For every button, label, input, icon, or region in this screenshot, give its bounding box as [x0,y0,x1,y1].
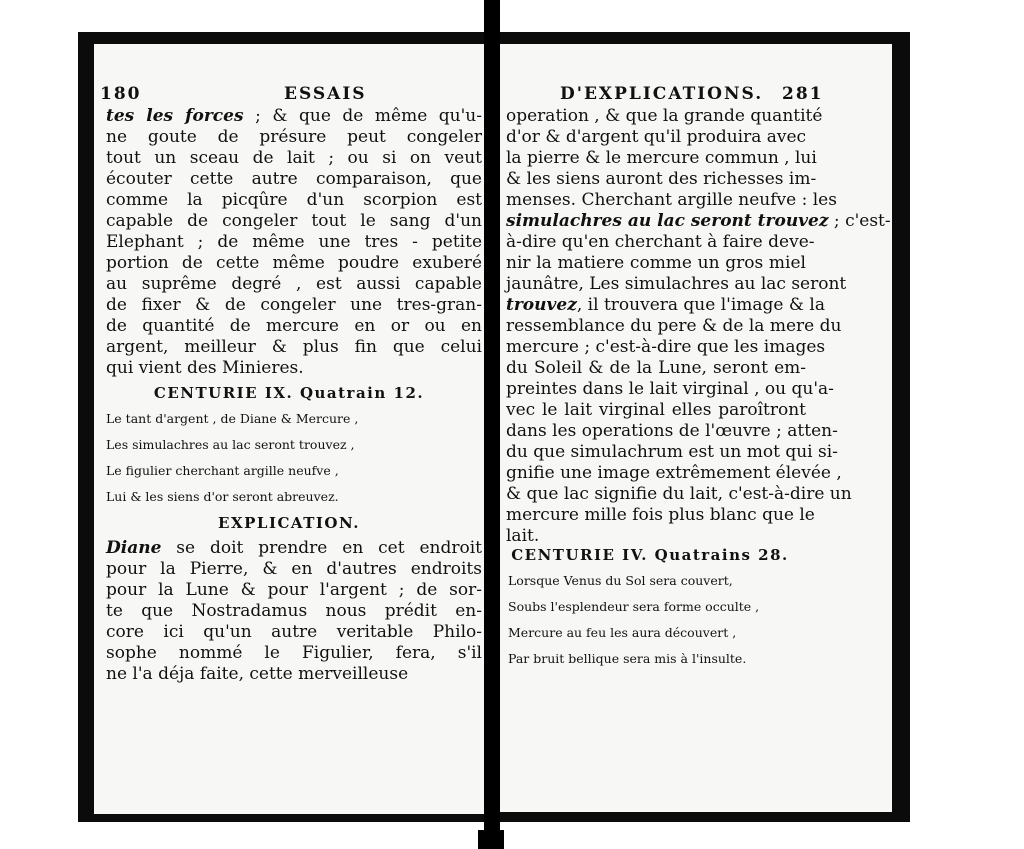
line-text: de fixer & de congeler une tres-gran- [106,295,482,315]
text-line [106,106,482,127]
line-text: vec le lait virginal elles paroîtront [506,400,806,420]
text-line [106,148,482,169]
text-line [506,295,825,316]
line-text: jaunâtre, Les simulachres au lac seront [506,274,847,294]
text-line [106,643,482,664]
line-text: capable de congeler tout le sang d'un [106,211,482,231]
running-head-left: ESSAIS [284,84,367,104]
line-text: au suprême degré , est aussi capable [106,274,482,294]
line-text: de quantité de mercure en or ou en [106,316,482,336]
text-line [106,232,482,253]
line-text: du Soleil & de la Lune, seront em- [506,358,806,378]
line-text: pour la Lune & pour l'argent ; de sor- [106,580,482,600]
text-line [506,253,806,274]
text-line [106,190,482,211]
line-text: pour la Pierre, & en d'autres endroits [106,559,482,579]
text-line [506,106,823,127]
text-line [506,379,834,400]
line-text: core ici qu'un autre veritable Philo- [106,622,482,642]
text-line [506,484,852,505]
text-line [106,559,482,580]
line-text: menses. Cherchant argille neufve : les [506,190,837,210]
text-line [506,505,815,526]
line-text: du que simulachrum est un mot qui si- [506,442,838,462]
line-text: preintes dans le lait virginal , ou qu'a- [506,379,834,399]
line-text: mercure mille fois plus blanc que le [506,505,815,525]
text-line [106,664,482,685]
right-body [506,106,891,547]
line-text: sophe nommé le Figulier, fera, s'il [106,643,482,663]
explication-body [106,538,482,685]
text-line [106,295,482,316]
text-line [506,127,806,148]
quatrain-verse: Le figulier cherchant argille neufve , [106,463,339,478]
text-line [506,190,837,211]
text-line [506,337,826,358]
line-text: d'or & d'argent qu'il produira avec [506,127,807,147]
quatrain-verse: Par bruit bellique sera mis à l'insulte. [508,651,747,666]
text-line [506,232,815,253]
centurie-heading-left: CENTURIE IX. Quatrain 12. [153,384,425,402]
line-text: portion de cette même poudre exuberé [106,253,482,273]
text-line [106,622,482,643]
line-text: ; c'est- [828,211,891,231]
text-line [106,601,482,622]
line-text: ne l'a déja faite, cette merveilleuse [106,664,409,684]
line-text: la pierre & le mercure commun , lui [506,148,817,168]
line-text: mercure ; c'est-à-dire que les images [506,337,826,357]
quatrain-verse: Les simulachres au lac seront trouvez , [106,437,355,452]
text-line [506,400,806,421]
quatrain-verse: Lorsque Venus du Sol sera couvert, [508,573,733,588]
line-text: écouter cette autre comparaison, que [106,169,482,189]
text-line [506,169,817,190]
quatrain-verse: Soubs l'esplendeur sera forme occulte , [508,599,760,614]
line-text: te que Nostradamus nous prédit en- [106,601,482,621]
line-text: qui vient des Minieres. [106,358,304,378]
line-text: à-dire qu'en cherchant à faire deve- [506,232,815,252]
line-text: & que lac signifie du lait, c'est-à-dire un [506,484,852,504]
line-text: dans les operations de l'œuvre ; atten- [506,421,838,441]
line-text: Elephant ; de même une tres - petite [106,232,482,252]
text-line [106,538,482,559]
running-head-right: D'EXPLICATIONS. [560,84,764,104]
page-number-left: 180 [100,84,142,104]
line-text: tout un sceau de lait ; ou si on veut [106,148,482,168]
gutter-base [478,830,504,849]
text-line [506,274,847,295]
explication-heading: EXPLICATION. [218,514,360,532]
line-text: comme la picqûre d'un scorpion est [106,190,482,210]
line-text: nir la matiere comme un gros miel [506,253,806,273]
text-line [106,580,482,601]
text-line [506,526,806,547]
quatrain-right [508,568,798,672]
text-line [506,211,891,232]
italic-phrase: simulachres au lac seront trouvez [506,211,829,231]
line-text: , il trouvera que l'image & la [576,295,825,315]
text-line [106,169,482,190]
quatrain-verse: Mercure au feu les aura découvert , [508,625,737,640]
text-line [106,358,482,379]
line-text: & les siens auront des richesses im- [506,169,817,189]
line-text: lait. [506,526,540,546]
quatrain-left [106,406,476,510]
line-text: operation , & que la grande quantité [506,106,823,126]
book-gutter [484,0,500,849]
text-line [106,211,482,232]
text-line [106,316,482,337]
italic-phrase: tes les forces [106,106,244,126]
text-line [506,316,842,337]
italic-phrase: Diane [106,538,162,558]
text-line [506,421,838,442]
text-line [106,337,482,358]
line-text: argent, meilleur & plus fin que celui [106,337,482,357]
text-line [506,148,817,169]
text-line [506,463,842,484]
quatrain-verse: Le tant d'argent , de Diane & Mercure , [106,411,359,426]
line-text: se doit prendre en cet endroit [161,538,482,558]
italic-phrase: trouvez [506,295,577,315]
right-page [500,44,892,812]
text-line [106,253,482,274]
text-line [106,274,482,295]
quatrain-verse: Lui & les siens d'or seront abreuvez. [106,489,339,504]
left-body [106,106,482,379]
line-text: ressemblance du pere & de la mere du [506,316,842,336]
line-text: ne goute de présure peut congeler [106,127,482,147]
line-text: gnifie une image extrêmement élevée , [506,463,842,483]
line-text: ; & que de même qu'u- [243,106,482,126]
text-line [506,442,838,463]
left-page [94,44,484,814]
centurie-heading-right: CENTURIE IV. Quatrains 28. [511,546,789,564]
text-line [506,358,806,379]
text-line [106,127,482,148]
page-number-right: 281 [782,84,824,104]
